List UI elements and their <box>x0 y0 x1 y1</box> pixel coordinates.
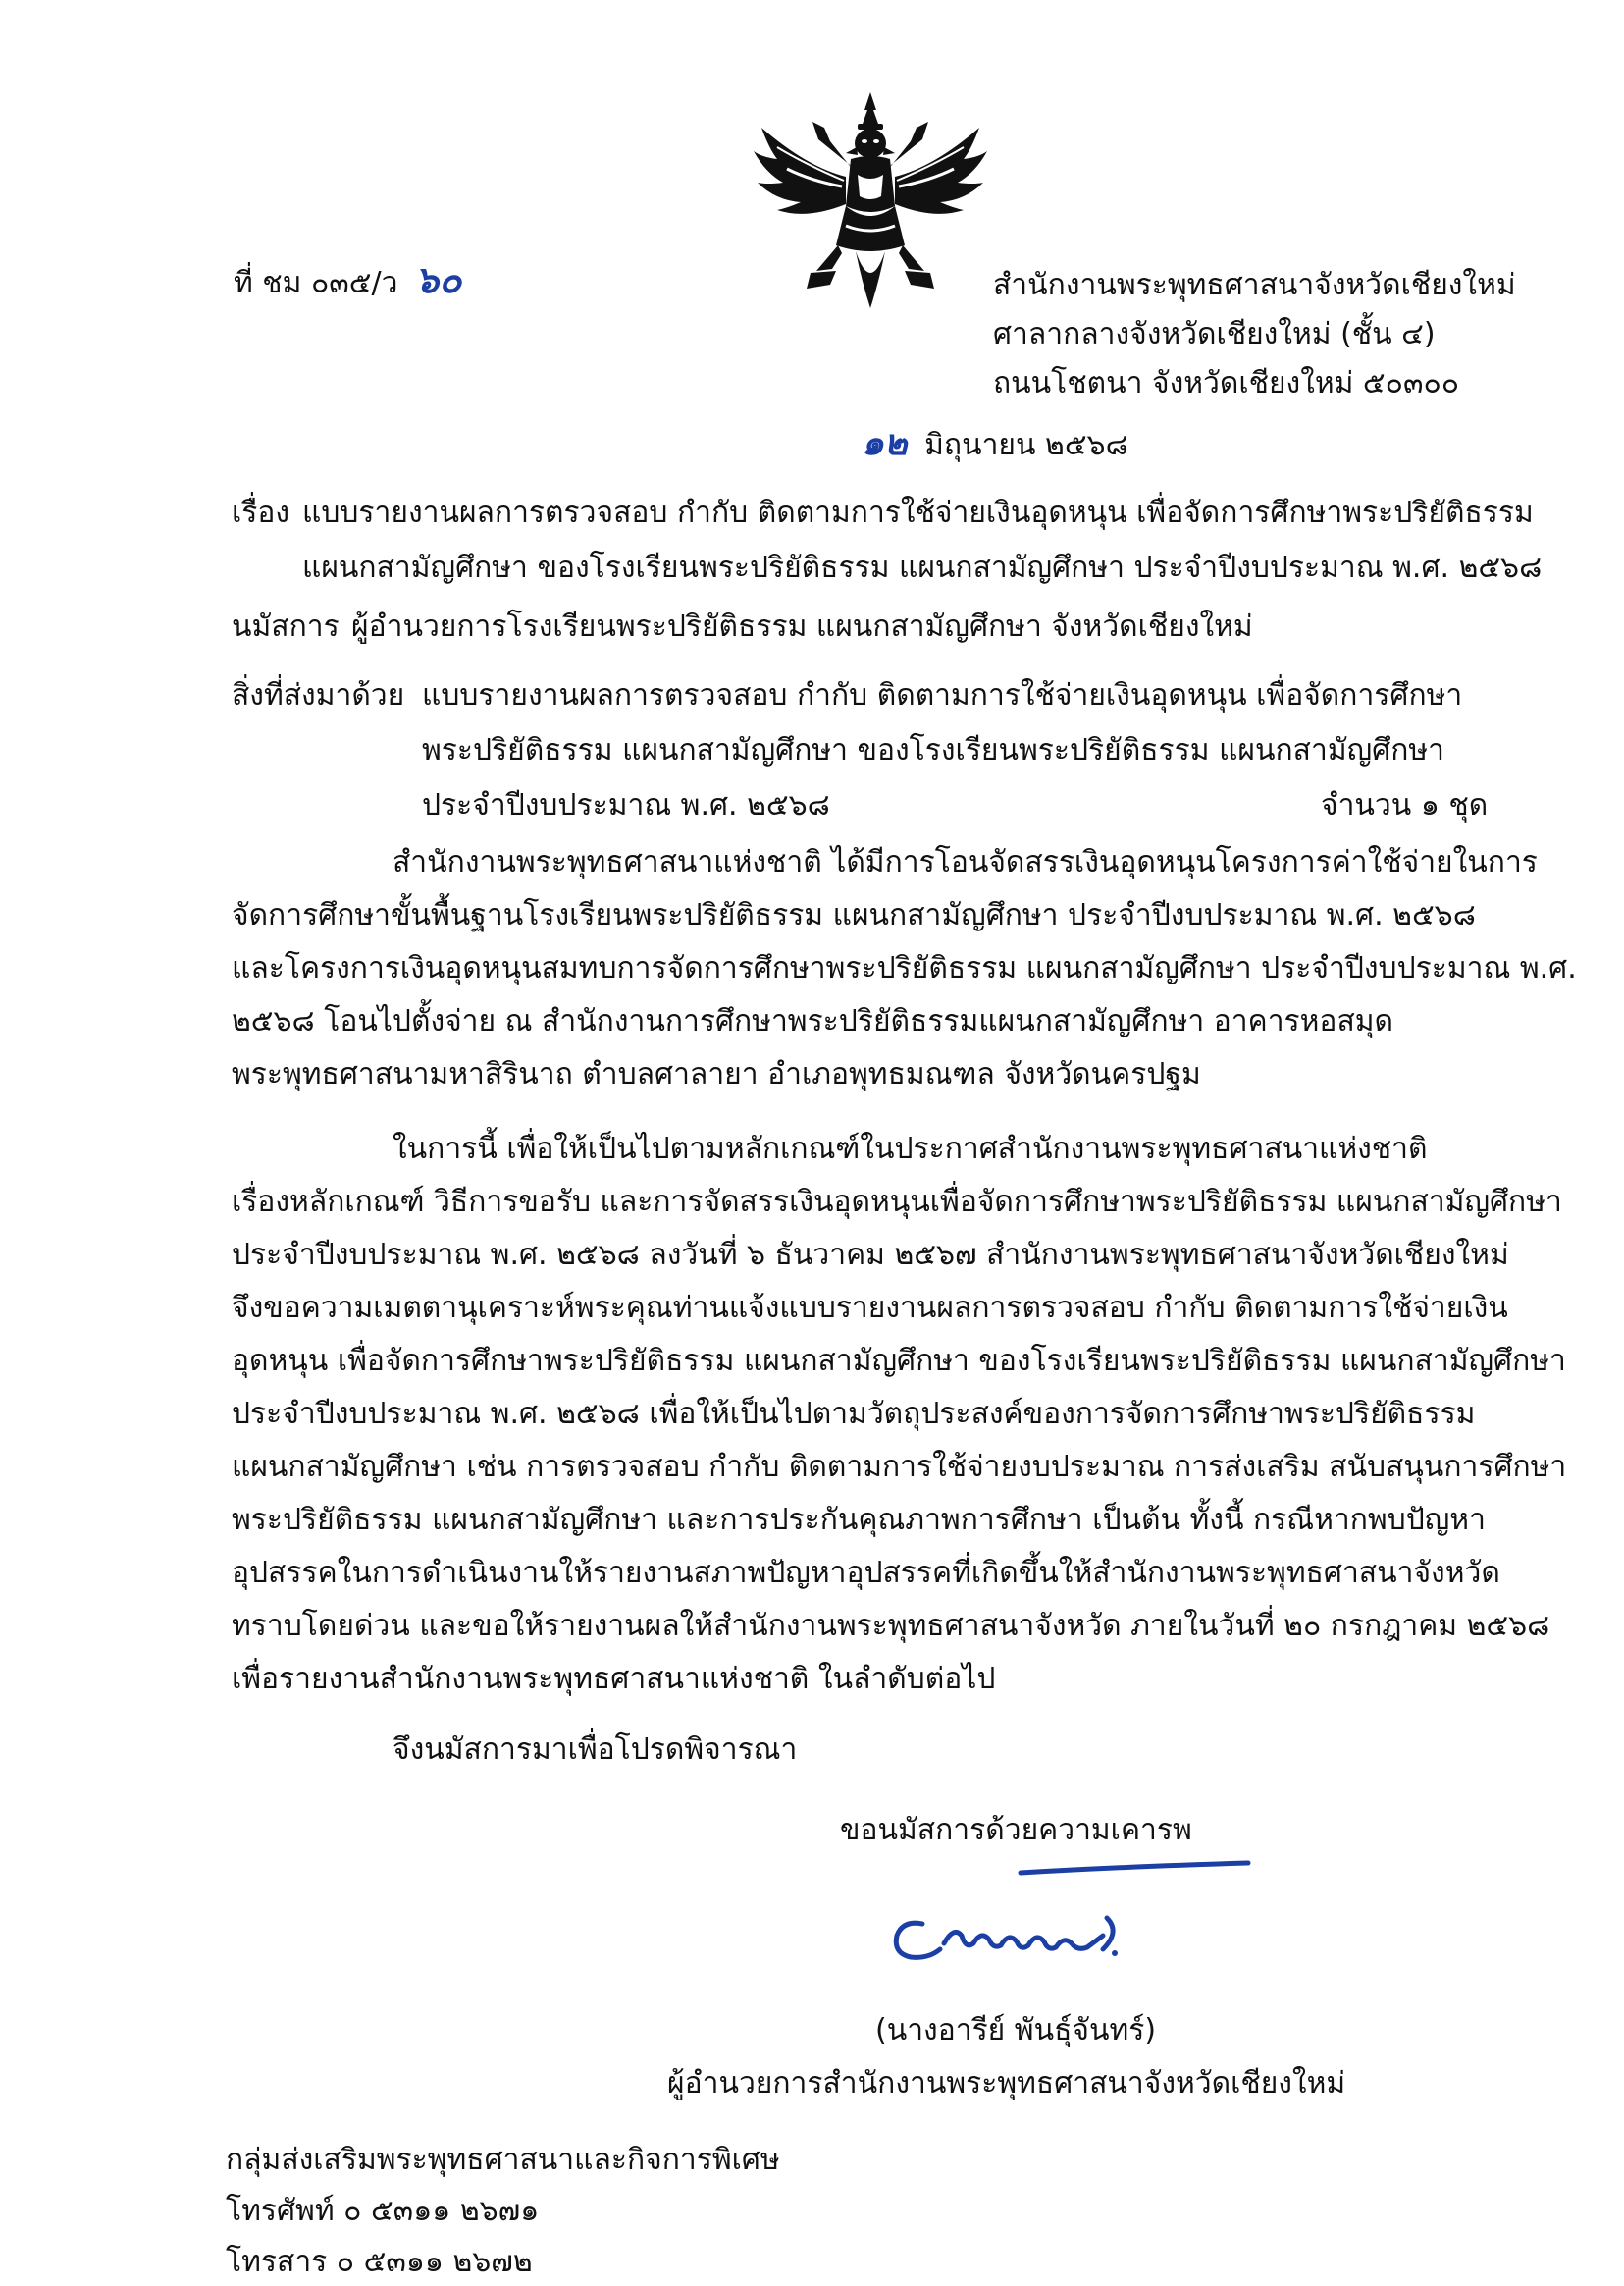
paragraph-1-line: สำนักงานพระพุทธศาสนาแห่งชาติ ได้มีการโอนจัดสรรเงินอุดหนุนโครงการค่าใช้จ่ายในการ <box>393 845 1538 879</box>
footer-department: กลุ่มส่งเสริมพระพุทธศาสนาและกิจการพิเศษ <box>226 2143 780 2177</box>
subject-line: แผนกสามัญศึกษา ของโรงเรียนพระปริยัติธรรม แผนกสามัญศึกษา ประจำปีงบประมาณ พ.ศ. ๒๕๖๘ <box>302 551 1543 585</box>
paragraph-2-line: พระปริยัติธรรม แผนกสามัญศึกษา และการประกันคุณภาพการศึกษา เป็นต้น ทั้งนี้ กรณีหากพบปัญหา <box>232 1503 1486 1537</box>
paragraph-2-line: ทราบโดยด่วน และขอให้รายงานผลให้สำนักงานพระพุทธศาสนาจังหวัด ภายในวันที่ ๒๐ กรกฎาคม ๒๕๖๘ <box>232 1609 1550 1643</box>
subject-label: เรื่อง <box>232 496 290 530</box>
enclosure-quantity: จำนวน ๑ ชุด <box>1321 788 1489 823</box>
paragraph-2-line: ประจำปีงบประมาณ พ.ศ. ๒๕๖๘ เพื่อให้เป็นไปตามวัตถุประสงค์ของการจัดการศึกษาพระปริยัติธรรม <box>232 1397 1476 1431</box>
salutation-recipient: ผู้อำนวยการโรงเรียนพระปริยัติธรรม แผนกสามัญศึกษา จังหวัดเชียงใหม่ <box>351 610 1253 644</box>
handwritten-signature-icon <box>864 1855 1276 1993</box>
paragraph-2-line: เพื่อรายงานสำนักงานพระพุทธศาสนาแห่งชาติ ในลำดับต่อไป <box>232 1662 996 1696</box>
reference-prefix: ที่ ชม ๐๓๕/ว <box>234 266 398 300</box>
paragraph-2-line: เรื่องหลักเกณฑ์ วิธีการขอรับ และการจัดสรรเงินอุดหนุนเพื่อจัดการศึกษาพระปริยัติธรรม แผนกสามัญศึกษา <box>232 1185 1562 1219</box>
reference-number <box>234 257 461 306</box>
enclosure-line: พระปริยัติธรรม แผนกสามัญศึกษา ของโรงเรียนพระปริยัติธรรม แผนกสามัญศึกษา <box>422 733 1444 768</box>
enclosure-line: แบบรายงานผลการตรวจสอบ กำกับ ติดตามการใช้จ่ายเงินอุดหนุน เพื่อจัดการศึกษา <box>422 678 1463 713</box>
subject-line: แบบรายงานผลการตรวจสอบ กำกับ ติดตามการใช้จ่ายเงินอุดหนุน เพื่อจัดการศึกษาพระปริยัติธรรม <box>302 496 1534 530</box>
paragraph-2-line: จึงขอความเมตตานุเคราะห์พระคุณท่านแจ้งแบบรายงานผลการตรวจสอบ กำกับ ติดตามการใช้จ่ายเงิน <box>232 1291 1508 1325</box>
sender-address <box>993 261 1516 408</box>
address-line: สำนักงานพระพุทธศาสนาจังหวัดเชียงใหม่ <box>993 268 1516 302</box>
paragraph-1-line: ๒๕๖๘ โอนไปตั้งจ่าย ณ สำนักงานการศึกษาพระปริยัติธรรมแผนกสามัญศึกษา อาคารหอสมุด <box>232 1004 1394 1038</box>
paragraph-1-line: จัดการศึกษาขั้นพื้นฐานโรงเรียนพระปริยัติธรรม แผนกสามัญศึกษา ประจำปีงบประมาณ พ.ศ. ๒๕๖๘ <box>232 898 1476 932</box>
address-line: ถนนโชตนา จังหวัดเชียงใหม่ ๕๐๓๐๐ <box>993 366 1460 400</box>
paragraph-1-line: พระพุทธศาสนามหาสิรินาถ ตำบลศาลายา อำเภอพุทธมณฑล จังหวัดนครปฐม <box>232 1057 1201 1091</box>
enclosure-line: ประจำปีงบประมาณ พ.ศ. ๒๕๖๘ <box>422 788 830 823</box>
garuda-emblem-icon <box>748 88 993 312</box>
paragraph-2-line: แผนกสามัญศึกษา เช่น การตรวจสอบ กำกับ ติดตามการใช้จ่ายงบประมาณ การส่งเสริม สนับสนุนการศึกษา <box>232 1450 1567 1484</box>
salutation-label: นมัสการ <box>232 610 340 644</box>
paragraph-2-line: ในการนี้ เพื่อให้เป็นไปตามหลักเกณฑ์ในประกาศสำนักงานพระพุทธศาสนาแห่งชาติ <box>393 1132 1428 1166</box>
date-day-handwritten: ๑๒ <box>862 422 908 463</box>
signatory-position: ผู้อำนวยการสำนักงานพระพุทธศาสนาจังหวัดเชียงใหม่ <box>667 2066 1346 2100</box>
closing-phrase: ขอนมัสการด้วยความเคารพ <box>840 1813 1192 1847</box>
date-month-year: มิถุนายน ๒๕๖๘ <box>924 428 1128 462</box>
reference-handwritten-number: ๖๐ <box>415 257 462 301</box>
footer-fax: โทรสาร ๐ ๕๓๑๑ ๒๖๗๒ <box>226 2245 533 2279</box>
paragraph-2-line: อุดหนุน เพื่อจัดการศึกษาพระปริยัติธรรม แผนกสามัญศึกษา ของโรงเรียนพระปริยัติธรรม แผนกสามัญศึกษา <box>232 1344 1566 1378</box>
closing-request: จึงนมัสการมาเพื่อโปรดพิจารณา <box>393 1732 798 1767</box>
paragraph-1-line: และโครงการเงินอุดหนุนสมทบการจัดการศึกษาพระปริยัติธรรม แผนกสามัญศึกษา ประจำปีงบประมาณ พ.ศ. <box>232 951 1577 985</box>
letter-date <box>862 420 1128 468</box>
paragraph-2-line: ประจำปีงบประมาณ พ.ศ. ๒๕๖๘ ลงวันที่ ๖ ธันวาคม ๒๕๖๗ สำนักงานพระพุทธศาสนาจังหวัดเชียงใหม่ <box>232 1238 1509 1272</box>
signatory-name: (นางอารีย์ พันธุ์จันทร์) <box>875 2013 1157 2047</box>
address-line: ศาลากลางจังหวัดเชียงใหม่ (ชั้น ๔) <box>993 317 1436 351</box>
enclosure-label: สิ่งที่ส่งมาด้วย <box>232 678 405 713</box>
paragraph-2-line: อุปสรรคในการดำเนินงานให้รายงานสภาพปัญหาอุปสรรคที่เกิดขึ้นให้สำนักงานพระพุทธศาสนาจังหวัด <box>232 1556 1500 1590</box>
footer-phone: โทรศัพท์ ๐ ๕๓๑๑ ๒๖๗๑ <box>226 2194 540 2228</box>
